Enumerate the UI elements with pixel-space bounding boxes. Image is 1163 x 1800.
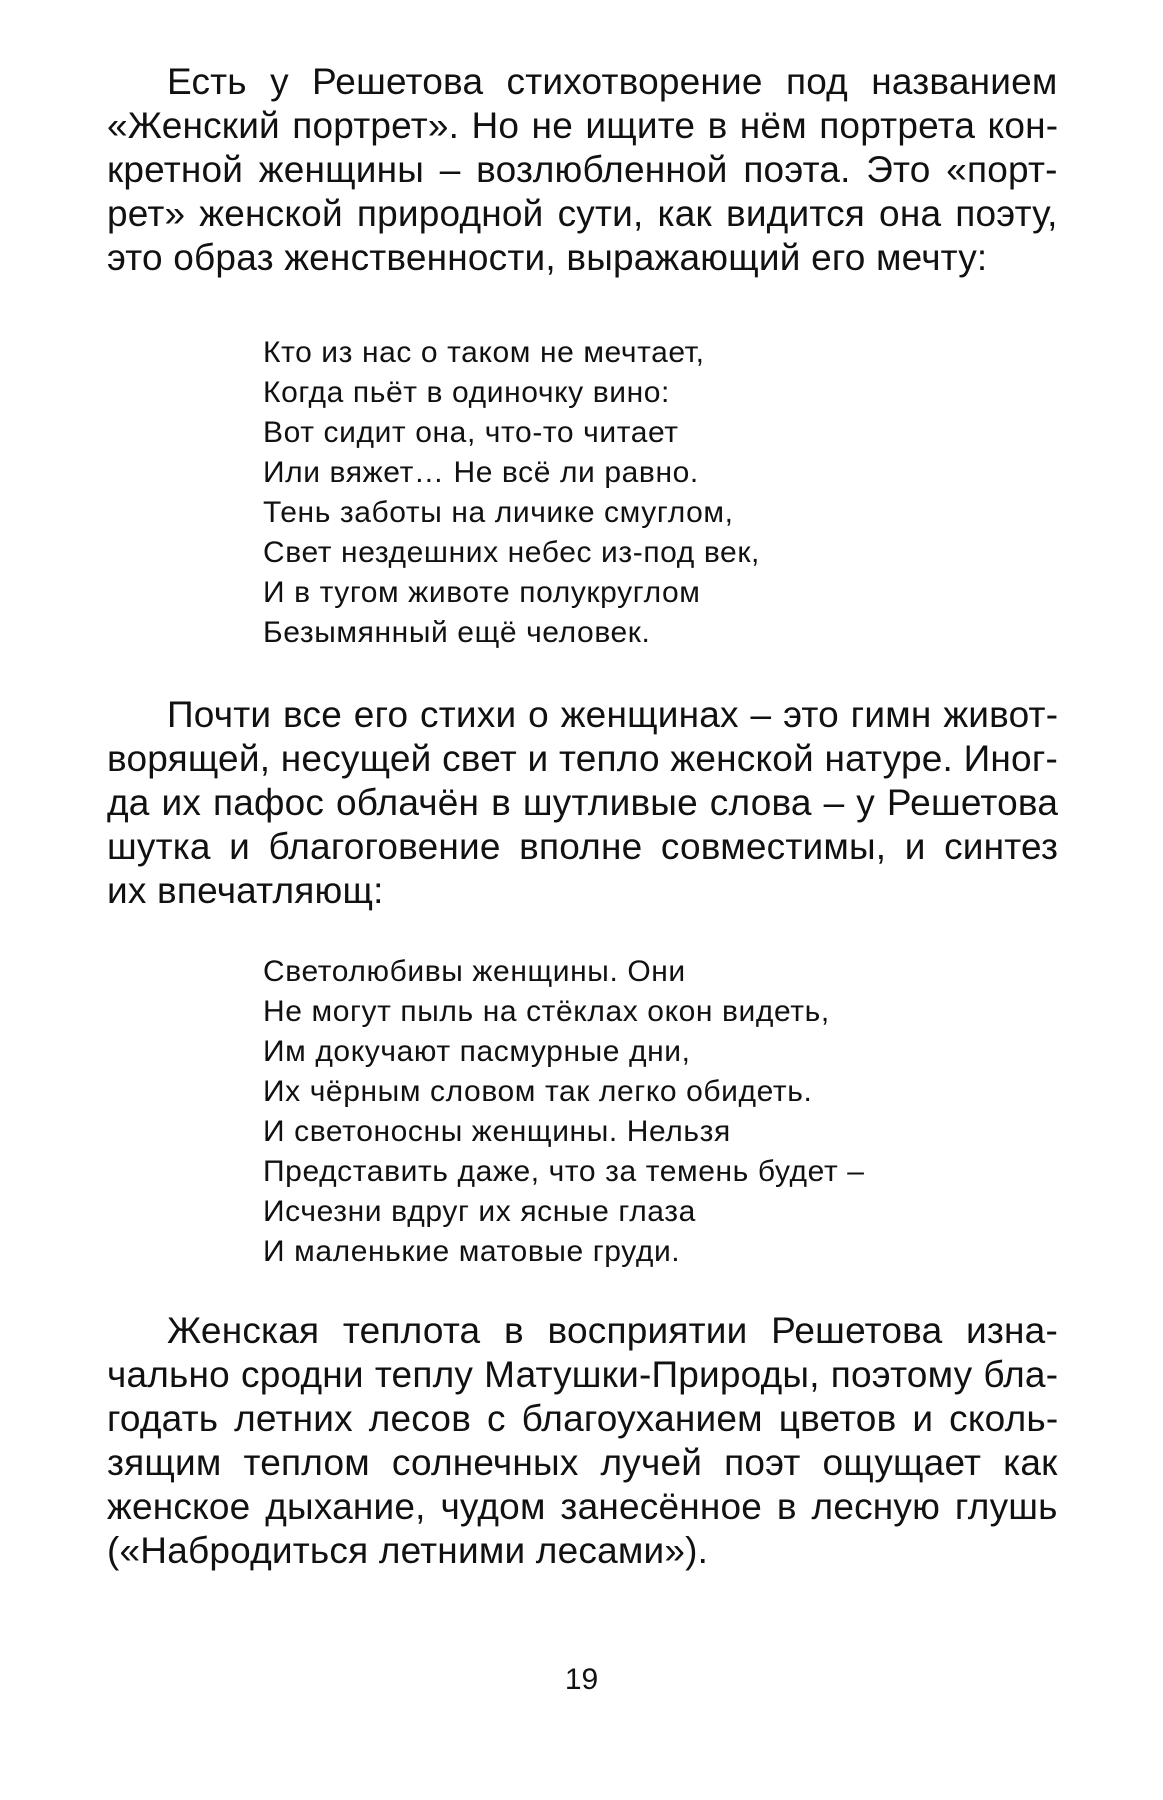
poem-line: Безымянный ещё человек. — [263, 616, 651, 649]
paragraph-1-line: Есть у Решетова стихотворение под названием — [167, 61, 1058, 102]
paragraph-1-line: это образ женственности, выражающий его мечту: — [107, 237, 988, 278]
poem-line: Кто из нас о таком не мечтает, — [263, 336, 705, 369]
paragraph-2-line: да их пафос облачён в шутливые слова – у Решетова — [107, 782, 1059, 823]
poem-line: Когда пьёт в одиночку вино: — [263, 376, 670, 409]
paragraph-3-line: («Набродиться летними лесами»). — [107, 1530, 709, 1571]
poem-line: Исчезни вдруг их ясные глаза — [263, 1195, 696, 1228]
paragraph-1-line: «Женский портрет». Но не ищите в нём портрета кон- — [107, 105, 1059, 146]
paragraph-2-line: Почти все его стихи о женщинах – это гимн живот- — [167, 694, 1059, 735]
poem-line: Светолюбивы женщины. Они — [263, 955, 686, 988]
poem-line: Им докучают пасмурные дни, — [263, 1035, 691, 1068]
paragraph-3-line: Женская теплота в восприятии Решетова изна- — [167, 1310, 1058, 1351]
poem-line: Не могут пыль на стёклах окон видеть, — [263, 995, 830, 1028]
poem-line: Или вяжет… Не всё ли равно. — [263, 456, 699, 489]
paragraph-2-line: шутка и благоговение вполне совместимы, и синтез — [107, 826, 1059, 867]
paragraph-3-line: чально сродни теплу Матушки-Природы, поэтому бла- — [107, 1354, 1059, 1395]
poem-line: И маленькие матовые груди. — [263, 1235, 681, 1268]
poem-line: Представить даже, что за темень будет – — [263, 1155, 865, 1188]
poem-line: Свет нездешних небес из-под век, — [263, 536, 760, 569]
page-number: 19 — [564, 1663, 599, 1696]
paragraph-1-line: кретной женщины – возлюбленной поэта. Это «порт- — [107, 149, 1058, 190]
paragraph-3-line: годать летних лесов с благоуханием цветов и сколь- — [107, 1398, 1059, 1439]
poem-line: И светоносны женщины. Нельзя — [263, 1115, 731, 1148]
paragraph-2-line: их впечатляющ: — [107, 870, 384, 911]
poem-line: Их чёрным словом так легко обидеть. — [263, 1075, 813, 1108]
paragraph-1-line: рет» женской природной сути, как видится она поэту, — [107, 193, 1058, 234]
poem-line: Тень заботы на личике смуглом, — [263, 496, 734, 529]
poem-line: Вот сидит она, что-то читает — [263, 416, 679, 449]
poem-2 — [263, 952, 865, 1272]
paragraph-3-line: женское дыхание, чудом занесённое в лесную глушь — [107, 1486, 1058, 1527]
paragraph-3-line: зящим теплом солнечных лучей поэт ощущает как — [107, 1442, 1058, 1483]
poem-line: И в тугом животе полукруглом — [263, 576, 701, 609]
paragraph-2-line: ворящей, несущей свет и тепло женской натуре. Иног- — [107, 738, 1059, 779]
poem-1 — [263, 333, 760, 653]
